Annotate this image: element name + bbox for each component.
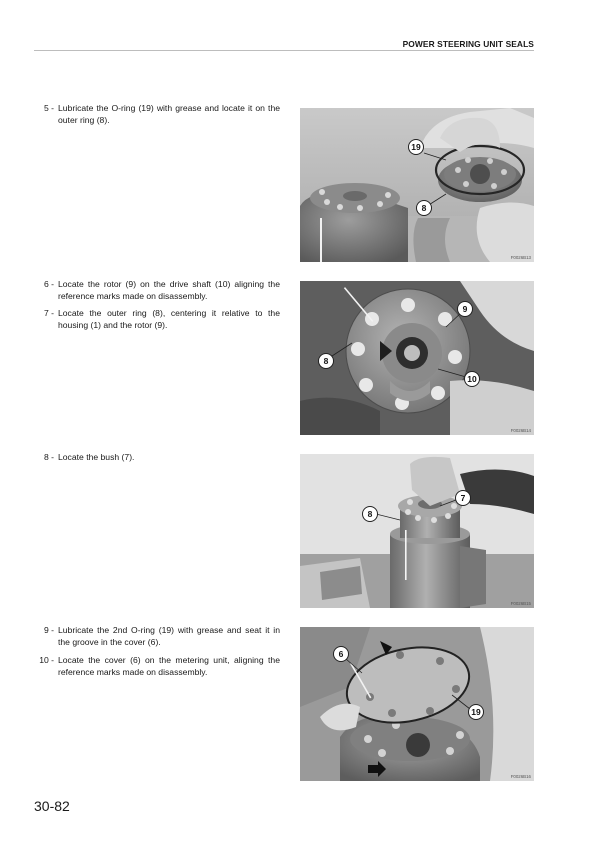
photo-oring-outer-ring: [300, 108, 534, 262]
page-header-title: POWER STEERING UNIT SEALS: [402, 39, 534, 49]
photo-code: F0026B15: [510, 601, 531, 606]
step-text: Lubricate the 2nd O-ring (19) with grease and seat it in the groove in the cover (6).: [58, 625, 280, 647]
callout-19: 19: [408, 139, 424, 155]
header-rule: [34, 50, 534, 51]
step-9: [34, 625, 280, 648]
step-text: Locate the bush (7).: [58, 452, 135, 462]
photo-cover-metering-unit: [300, 627, 534, 781]
callout-8: 8: [318, 353, 334, 369]
callout-19: 19: [468, 704, 484, 720]
step-7: [34, 308, 280, 331]
step-text: Lubricate the O-ring (19) with grease and locate it on the outer ring (8).: [58, 103, 280, 125]
step-text: Locate the cover (6) on the metering unit, aligning the reference marks made on disassembly.: [58, 655, 280, 677]
step-number: 6 -: [43, 279, 54, 289]
step-text: Locate the outer ring (8), centering it relative to the housing (1) and the rotor (9).: [58, 308, 280, 330]
page-number: 30-82: [34, 798, 70, 814]
photo-bush: [300, 454, 534, 608]
photo-code: F0026B16: [510, 774, 531, 779]
photo-code: F0026B14: [510, 428, 531, 433]
step-number: 7 -: [43, 308, 54, 318]
callout-8: 8: [416, 200, 432, 216]
photo-rotor-drive-shaft: [300, 281, 534, 435]
step-number: 9 -: [43, 625, 54, 635]
callout-8: 8: [362, 506, 378, 522]
step-8: [34, 452, 280, 464]
step-number: 10 -: [39, 655, 54, 665]
step-number: 8 -: [43, 452, 54, 462]
callout-6: 6: [333, 646, 349, 662]
callout-7: 7: [455, 490, 471, 506]
step-text: Locate the rotor (9) on the drive shaft (10) aligning the reference marks made on disassembly.: [58, 279, 280, 301]
callout-9: 9: [457, 301, 473, 317]
step-6: [34, 279, 280, 302]
callout-10: 10: [464, 371, 480, 387]
photo-code: F0026B13: [510, 255, 531, 260]
step-5: [34, 103, 280, 126]
step-number: 5 -: [43, 103, 54, 113]
step-10: [34, 655, 280, 678]
